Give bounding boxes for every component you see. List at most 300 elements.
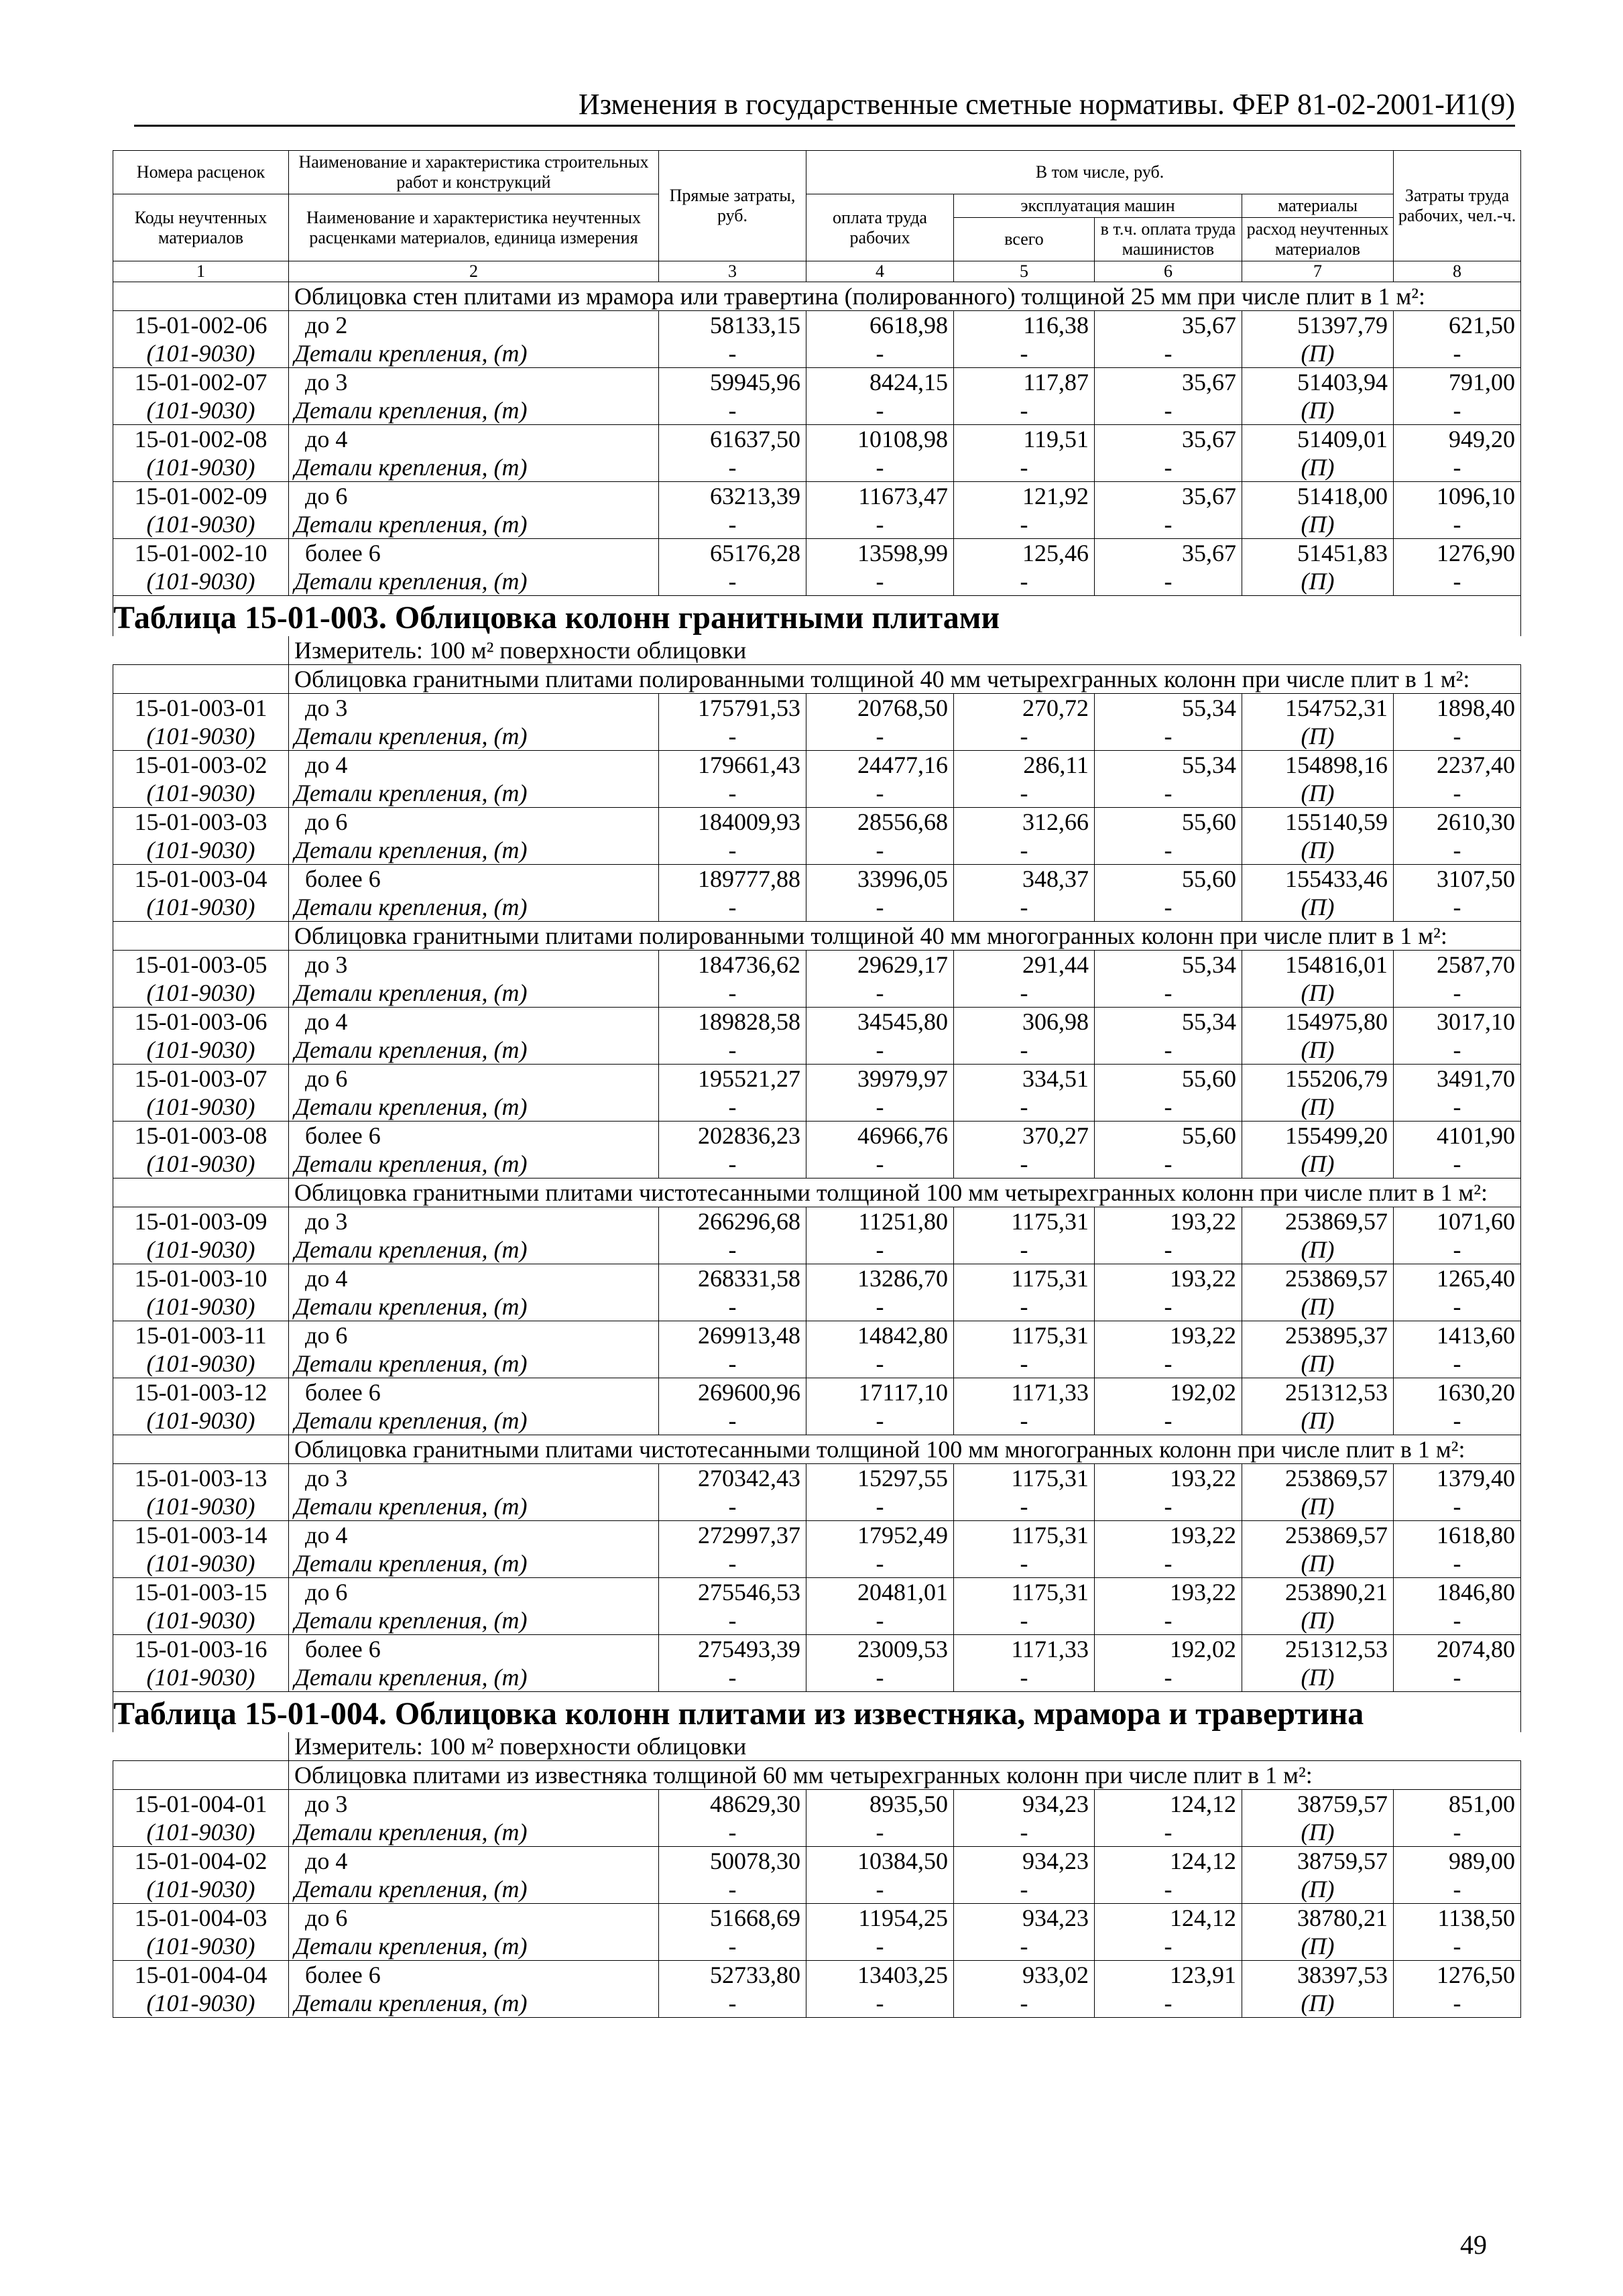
rate-name: более 6 <box>289 1378 659 1407</box>
dash: - <box>1095 979 1242 1008</box>
materials-cost: 253869,57 <box>1242 1521 1394 1550</box>
machines-total: 312,66 <box>954 808 1095 837</box>
dash: - <box>954 1093 1095 1122</box>
labor-hours: 1413,60 <box>1394 1321 1521 1350</box>
col-materials: материалы <box>1242 194 1394 218</box>
labor-pay: 6618,98 <box>806 311 954 340</box>
dash: - <box>806 339 954 368</box>
dash: - <box>806 1150 954 1179</box>
direct-cost: 175791,53 <box>659 694 806 723</box>
direct-cost: 50078,30 <box>659 1847 806 1876</box>
labor-pay: 24477,16 <box>806 751 954 780</box>
direct-cost: 63213,39 <box>659 482 806 511</box>
section-row <box>113 665 1521 694</box>
dash: - <box>806 1818 954 1847</box>
materials-cost: 253895,37 <box>1242 1321 1394 1350</box>
dash: - <box>954 1818 1095 1847</box>
materials-cost: 51418,00 <box>1242 482 1394 511</box>
material-name: Детали крепления, (т) <box>289 1036 659 1065</box>
materials-cost: 251312,53 <box>1242 1635 1394 1664</box>
material-name: Детали крепления, (т) <box>289 396 659 425</box>
material-row <box>113 1406 1521 1435</box>
rate-code: 15-01-003-08 <box>113 1122 289 1150</box>
material-name: Детали крепления, (т) <box>289 722 659 751</box>
material-name: Детали крепления, (т) <box>289 1150 659 1179</box>
dash: - <box>659 836 806 865</box>
machines-pay: 193,22 <box>1095 1521 1242 1550</box>
dash: - <box>954 1036 1095 1065</box>
material-code: (101-9030) <box>113 567 289 596</box>
dash: - <box>806 1989 954 2018</box>
col-codes-top: Номера расценок <box>113 151 289 194</box>
material-row <box>113 1663 1521 1692</box>
dash: - <box>1095 567 1242 596</box>
table-header <box>113 151 1521 282</box>
direct-cost: 51668,69 <box>659 1904 806 1933</box>
dash: - <box>659 1549 806 1578</box>
material-code: (101-9030) <box>113 1606 289 1635</box>
rate-code: 15-01-003-14 <box>113 1521 289 1550</box>
dash: - <box>1394 836 1521 865</box>
dash: - <box>954 893 1095 922</box>
material-row <box>113 836 1521 865</box>
direct-cost: 269600,96 <box>659 1378 806 1407</box>
rate-code: 15-01-003-05 <box>113 951 289 979</box>
rate-row <box>113 951 1521 979</box>
table-title: Таблица 15-01-003. Облицовка колонн гранитными плитами <box>113 596 1521 637</box>
machines-pay: 55,34 <box>1095 1008 1242 1036</box>
materials-cost: 38397,53 <box>1242 1961 1394 1990</box>
labor-hours: 1071,60 <box>1394 1207 1521 1236</box>
material-row <box>113 510 1521 539</box>
dash: - <box>954 453 1095 482</box>
machines-pay: 35,67 <box>1095 482 1242 511</box>
labor-pay: 14842,80 <box>806 1321 954 1350</box>
dash: - <box>954 510 1095 539</box>
materials-cost: 154898,16 <box>1242 751 1394 780</box>
material-row <box>113 1235 1521 1264</box>
machines-total: 1175,31 <box>954 1521 1095 1550</box>
material-code: (101-9030) <box>113 339 289 368</box>
material-use: (П) <box>1242 1235 1394 1264</box>
dash: - <box>806 1235 954 1264</box>
machines-pay: 55,34 <box>1095 951 1242 979</box>
dash: - <box>1095 1989 1242 2018</box>
labor-hours: 851,00 <box>1394 1790 1521 1819</box>
material-row <box>113 1875 1521 1904</box>
machines-total: 1171,33 <box>954 1378 1095 1407</box>
material-name: Детали крепления, (т) <box>289 1093 659 1122</box>
dash: - <box>659 1606 806 1635</box>
labor-hours: 2587,70 <box>1394 951 1521 979</box>
table-measure: Измеритель: 100 м² поверхности облицовки <box>294 1733 747 1760</box>
col-number: 3 <box>659 261 806 282</box>
dash: - <box>1394 1606 1521 1635</box>
measure-row <box>113 1732 1521 1761</box>
dash: - <box>659 1818 806 1847</box>
dash: - <box>806 453 954 482</box>
machines-total: 370,27 <box>954 1122 1095 1150</box>
dash: - <box>1095 339 1242 368</box>
rate-code: 15-01-004-02 <box>113 1847 289 1876</box>
direct-cost: 52733,80 <box>659 1961 806 1990</box>
labor-pay: 15297,55 <box>806 1464 954 1493</box>
section-heading: Облицовка стен плитами из мрамора или травертина (полированного) толщиной 25 мм при числе плит в 1 м²: <box>289 282 1521 311</box>
measure-spacer <box>113 1732 289 1761</box>
dash: - <box>954 339 1095 368</box>
direct-cost: 189828,58 <box>659 1008 806 1036</box>
dash: - <box>1394 453 1521 482</box>
material-code: (101-9030) <box>113 893 289 922</box>
dash: - <box>1394 1292 1521 1321</box>
dash: - <box>1095 1875 1242 1904</box>
dash: - <box>954 1549 1095 1578</box>
material-name: Детали крепления, (т) <box>289 836 659 865</box>
rate-name: до 6 <box>289 482 659 511</box>
machines-pay: 192,02 <box>1095 1635 1242 1664</box>
rate-code: 15-01-003-11 <box>113 1321 289 1350</box>
dash: - <box>806 722 954 751</box>
material-row <box>113 1492 1521 1521</box>
material-use: (П) <box>1242 893 1394 922</box>
material-row <box>113 1150 1521 1179</box>
rate-name: до 4 <box>289 1008 659 1036</box>
direct-cost: 184009,93 <box>659 808 806 837</box>
material-row <box>113 567 1521 596</box>
materials-cost: 38759,57 <box>1242 1847 1394 1876</box>
material-code: (101-9030) <box>113 510 289 539</box>
material-use: (П) <box>1242 722 1394 751</box>
rate-code: 15-01-003-15 <box>113 1578 289 1607</box>
materials-cost: 253869,57 <box>1242 1207 1394 1236</box>
rate-row <box>113 1321 1521 1350</box>
section-spacer <box>113 922 289 951</box>
direct-cost: 272997,37 <box>659 1521 806 1550</box>
direct-cost: 65176,28 <box>659 539 806 568</box>
material-code: (101-9030) <box>113 836 289 865</box>
materials-cost: 155206,79 <box>1242 1065 1394 1093</box>
dash: - <box>1394 1932 1521 1961</box>
dash: - <box>1095 1606 1242 1635</box>
rate-code: 15-01-002-09 <box>113 482 289 511</box>
dash: - <box>659 1875 806 1904</box>
direct-cost: 195521,27 <box>659 1065 806 1093</box>
material-use: (П) <box>1242 339 1394 368</box>
labor-pay: 13598,99 <box>806 539 954 568</box>
rate-row <box>113 1008 1521 1036</box>
material-code: (101-9030) <box>113 1818 289 1847</box>
labor-hours: 1138,50 <box>1394 1904 1521 1933</box>
dash: - <box>954 396 1095 425</box>
rate-row <box>113 1464 1521 1493</box>
rate-code: 15-01-003-02 <box>113 751 289 780</box>
dash: - <box>1095 836 1242 865</box>
rate-code: 15-01-003-04 <box>113 865 289 894</box>
labor-pay: 20768,50 <box>806 694 954 723</box>
dash: - <box>1095 396 1242 425</box>
rate-row <box>113 808 1521 837</box>
rate-row <box>113 482 1521 511</box>
dash: - <box>954 567 1095 596</box>
material-name: Детали крепления, (т) <box>289 1818 659 1847</box>
rate-name: до 3 <box>289 1464 659 1493</box>
material-code: (101-9030) <box>113 396 289 425</box>
material-name: Детали крепления, (т) <box>289 1932 659 1961</box>
dash: - <box>659 979 806 1008</box>
dash: - <box>1394 722 1521 751</box>
rate-row <box>113 865 1521 894</box>
machines-pay: 124,12 <box>1095 1904 1242 1933</box>
rate-code: 15-01-003-07 <box>113 1065 289 1093</box>
dash: - <box>1095 1036 1242 1065</box>
material-name: Детали крепления, (т) <box>289 1875 659 1904</box>
material-use: (П) <box>1242 1989 1394 2018</box>
machines-total: 933,02 <box>954 1961 1095 1990</box>
col-machines-pay: в т.ч. оплата труда машинистов <box>1095 218 1242 261</box>
rate-row <box>113 1122 1521 1150</box>
machines-total: 117,87 <box>954 368 1095 397</box>
dash: - <box>1394 1349 1521 1378</box>
dash: - <box>806 836 954 865</box>
material-use: (П) <box>1242 1663 1394 1692</box>
dash: - <box>806 1875 954 1904</box>
material-name: Детали крепления, (т) <box>289 510 659 539</box>
dash: - <box>806 779 954 808</box>
dash: - <box>954 1406 1095 1435</box>
dash: - <box>1394 779 1521 808</box>
dash: - <box>1394 339 1521 368</box>
material-row <box>113 1292 1521 1321</box>
materials-cost: 251312,53 <box>1242 1378 1394 1407</box>
material-row <box>113 722 1521 751</box>
col-number: 4 <box>806 261 954 282</box>
labor-pay: 11673,47 <box>806 482 954 511</box>
labor-hours: 1265,40 <box>1394 1264 1521 1293</box>
material-name: Детали крепления, (т) <box>289 1989 659 2018</box>
material-code: (101-9030) <box>113 1492 289 1521</box>
rate-code: 15-01-003-06 <box>113 1008 289 1036</box>
machines-total: 1175,31 <box>954 1464 1095 1493</box>
rate-row <box>113 311 1521 340</box>
material-use: (П) <box>1242 1036 1394 1065</box>
material-row <box>113 893 1521 922</box>
section-spacer <box>113 1179 289 1207</box>
material-use: (П) <box>1242 836 1394 865</box>
labor-pay: 11954,25 <box>806 1904 954 1933</box>
col-name-bottom: Наименование и характеристика неучтенных расценками материалов, единица измерения <box>289 194 659 261</box>
section-heading: Облицовка гранитными плитами чистотесанными толщиной 100 мм четырехгранных колонн при числе плит в 1 м²: <box>289 1179 1521 1207</box>
material-use: (П) <box>1242 1150 1394 1179</box>
rate-row <box>113 1521 1521 1550</box>
dash: - <box>954 1492 1095 1521</box>
labor-hours: 791,00 <box>1394 368 1521 397</box>
dash: - <box>1394 1093 1521 1122</box>
machines-pay: 35,67 <box>1095 425 1242 454</box>
labor-pay: 28556,68 <box>806 808 954 837</box>
rate-row <box>113 1635 1521 1664</box>
direct-cost: 189777,88 <box>659 865 806 894</box>
materials-cost: 51451,83 <box>1242 539 1394 568</box>
material-use: (П) <box>1242 1875 1394 1904</box>
dash: - <box>1394 1150 1521 1179</box>
dash: - <box>659 567 806 596</box>
dash: - <box>659 779 806 808</box>
materials-cost: 51403,94 <box>1242 368 1394 397</box>
rate-code: 15-01-002-07 <box>113 368 289 397</box>
material-row <box>113 1932 1521 1961</box>
dash: - <box>1394 893 1521 922</box>
dash: - <box>659 1093 806 1122</box>
machines-pay: 55,60 <box>1095 1065 1242 1093</box>
labor-hours: 3107,50 <box>1394 865 1521 894</box>
machines-pay: 55,60 <box>1095 1122 1242 1150</box>
rate-row <box>113 1578 1521 1607</box>
section-spacer <box>113 665 289 694</box>
material-code: (101-9030) <box>113 1406 289 1435</box>
machines-pay: 55,60 <box>1095 808 1242 837</box>
dash: - <box>659 1235 806 1264</box>
rate-code: 15-01-003-16 <box>113 1635 289 1664</box>
direct-cost: 269913,48 <box>659 1321 806 1350</box>
material-row <box>113 1349 1521 1378</box>
rate-row <box>113 368 1521 397</box>
dash: - <box>1394 979 1521 1008</box>
material-row <box>113 1093 1521 1122</box>
section-row <box>113 1761 1521 1790</box>
rate-name: до 6 <box>289 808 659 837</box>
material-name: Детали крепления, (т) <box>289 1549 659 1578</box>
labor-pay: 34545,80 <box>806 1008 954 1036</box>
rate-row <box>113 539 1521 568</box>
col-number: 1 <box>113 261 289 282</box>
rate-name: до 2 <box>289 311 659 340</box>
measure-row <box>113 636 1521 665</box>
dash: - <box>659 1663 806 1692</box>
rate-name: до 4 <box>289 1264 659 1293</box>
section-heading: Облицовка гранитными плитами полированными толщиной 40 мм многогранных колонн при числе плит в 1 м²: <box>289 922 1521 951</box>
material-code: (101-9030) <box>113 1292 289 1321</box>
dash: - <box>1095 1292 1242 1321</box>
material-row <box>113 339 1521 368</box>
labor-hours: 989,00 <box>1394 1847 1521 1876</box>
dash: - <box>1095 1663 1242 1692</box>
dash: - <box>1095 510 1242 539</box>
dash: - <box>659 1932 806 1961</box>
dash: - <box>659 510 806 539</box>
dash: - <box>806 893 954 922</box>
machines-total: 934,23 <box>954 1790 1095 1819</box>
labor-pay: 10108,98 <box>806 425 954 454</box>
materials-cost: 155433,46 <box>1242 865 1394 894</box>
page-header: Изменения в государственные сметные нормативы. ФЕР 81-02-2001-И1(9) <box>134 86 1515 127</box>
labor-pay: 29629,17 <box>806 951 954 979</box>
machines-total: 334,51 <box>954 1065 1095 1093</box>
col-including: В том числе, руб. <box>806 151 1394 194</box>
dash: - <box>1095 893 1242 922</box>
material-use: (П) <box>1242 1549 1394 1578</box>
machines-total: 119,51 <box>954 425 1095 454</box>
direct-cost: 275493,39 <box>659 1635 806 1664</box>
dash: - <box>1394 396 1521 425</box>
materials-cost: 154816,01 <box>1242 951 1394 979</box>
section-spacer <box>113 1761 289 1790</box>
rate-code: 15-01-003-03 <box>113 808 289 837</box>
dash: - <box>659 396 806 425</box>
dash: - <box>954 1150 1095 1179</box>
labor-pay: 46966,76 <box>806 1122 954 1150</box>
dash: - <box>806 1549 954 1578</box>
direct-cost: 59945,96 <box>659 368 806 397</box>
dash: - <box>659 1292 806 1321</box>
rate-name: более 6 <box>289 539 659 568</box>
dash: - <box>954 1989 1095 2018</box>
col-machines: эксплуатация машин <box>954 194 1242 218</box>
material-name: Детали крепления, (т) <box>289 1235 659 1264</box>
col-name-top: Наименование и характеристика строительных работ и конструкций <box>289 151 659 194</box>
rate-name: до 3 <box>289 951 659 979</box>
dash: - <box>659 339 806 368</box>
rate-row <box>113 1378 1521 1407</box>
dash: - <box>1394 1818 1521 1847</box>
rate-row <box>113 1065 1521 1093</box>
material-code: (101-9030) <box>113 1036 289 1065</box>
rate-row <box>113 1961 1521 1990</box>
dash: - <box>806 1406 954 1435</box>
rate-name: более 6 <box>289 1122 659 1150</box>
machines-pay: 192,02 <box>1095 1378 1242 1407</box>
material-code: (101-9030) <box>113 1932 289 1961</box>
machines-pay: 193,22 <box>1095 1578 1242 1607</box>
rate-name: до 3 <box>289 1207 659 1236</box>
dash: - <box>806 567 954 596</box>
direct-cost: 270342,43 <box>659 1464 806 1493</box>
rate-row <box>113 751 1521 780</box>
direct-cost: 48629,30 <box>659 1790 806 1819</box>
col-labor-pay: оплата труда рабочих <box>806 194 954 261</box>
rate-code: 15-01-003-09 <box>113 1207 289 1236</box>
dash: - <box>806 1093 954 1122</box>
machines-pay: 123,91 <box>1095 1961 1242 1990</box>
material-name: Детали крепления, (т) <box>289 1292 659 1321</box>
labor-hours: 1898,40 <box>1394 694 1521 723</box>
material-use: (П) <box>1242 1932 1394 1961</box>
section-heading: Облицовка гранитными плитами полированными толщиной 40 мм четырехгранных колонн при числе плит в 1 м²: <box>289 665 1521 694</box>
labor-hours: 1630,20 <box>1394 1378 1521 1407</box>
dash: - <box>806 396 954 425</box>
rate-name: более 6 <box>289 865 659 894</box>
col-labor-hours: Затраты труда рабочих, чел.-ч. <box>1394 151 1521 261</box>
dash: - <box>1394 1492 1521 1521</box>
labor-pay: 10384,50 <box>806 1847 954 1876</box>
dash: - <box>1095 779 1242 808</box>
dash: - <box>659 453 806 482</box>
dash: - <box>806 979 954 1008</box>
material-code: (101-9030) <box>113 1989 289 2018</box>
direct-cost: 61637,50 <box>659 425 806 454</box>
rate-row <box>113 1790 1521 1819</box>
table-measure: Измеритель: 100 м² поверхности облицовки <box>294 637 747 664</box>
machines-pay: 193,22 <box>1095 1321 1242 1350</box>
machines-total: 121,92 <box>954 482 1095 511</box>
col-number: 6 <box>1095 261 1242 282</box>
material-name: Детали крепления, (т) <box>289 1606 659 1635</box>
dash: - <box>1095 1093 1242 1122</box>
rate-name: до 4 <box>289 1521 659 1550</box>
labor-hours: 1096,10 <box>1394 482 1521 511</box>
machines-total: 348,37 <box>954 865 1095 894</box>
section-spacer <box>113 282 289 311</box>
dash: - <box>954 979 1095 1008</box>
